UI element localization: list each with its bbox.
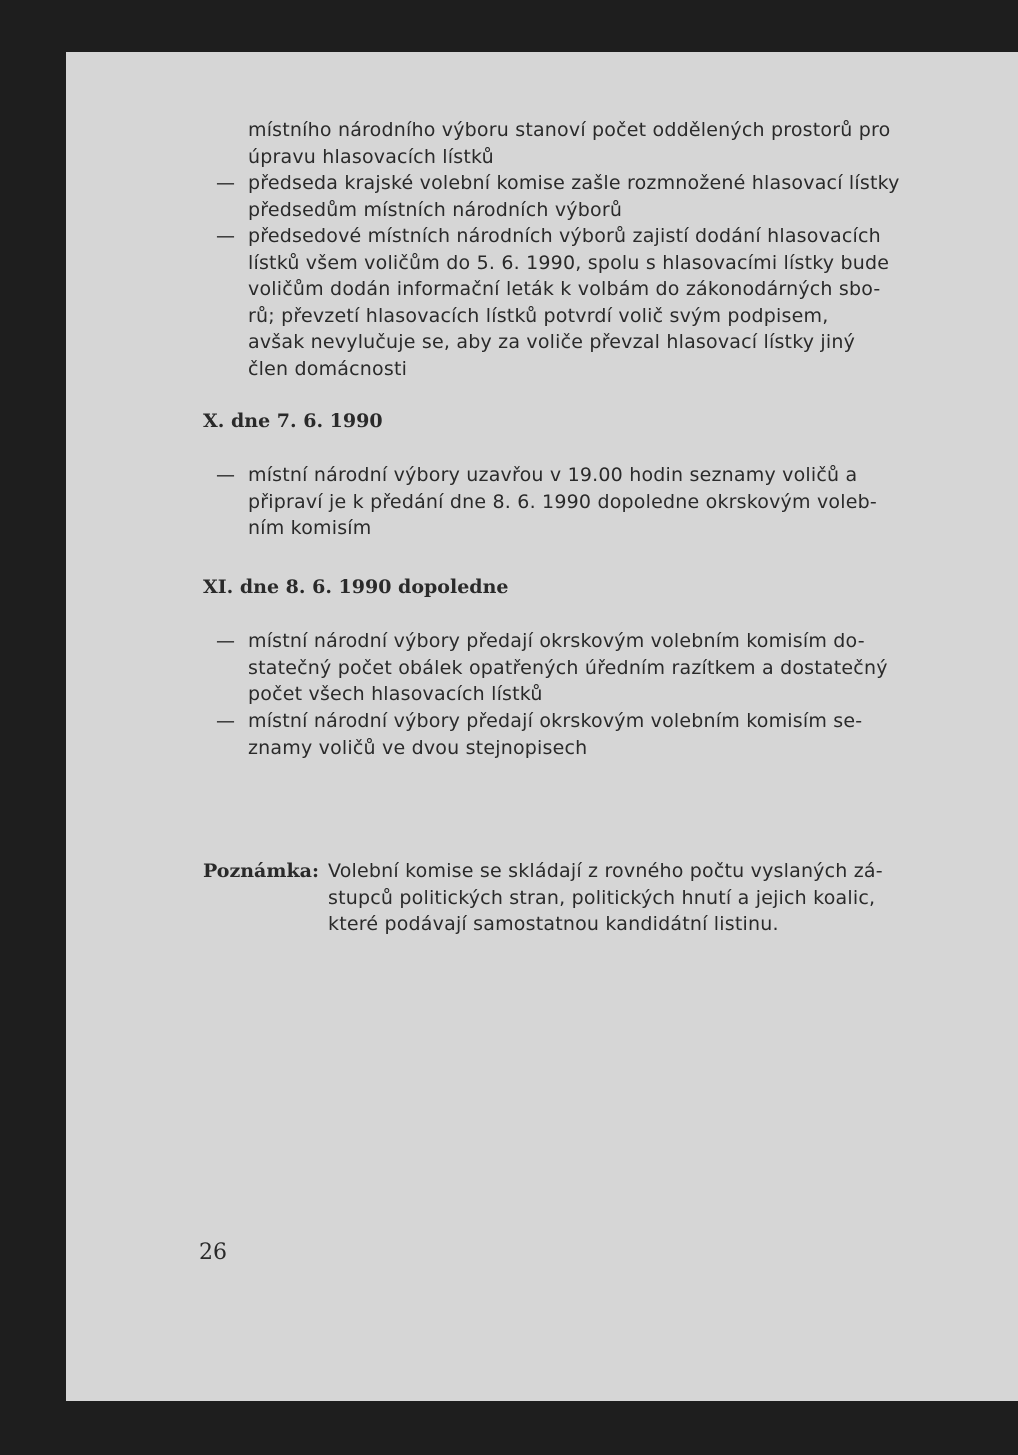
list-item bbox=[248, 708, 973, 761]
list-dash: — bbox=[216, 225, 235, 247]
text-line: místní národní výbory uzavřou v 19.00 hodin seznamy voličů a bbox=[248, 464, 858, 486]
list-item bbox=[248, 462, 973, 542]
list-dash: — bbox=[216, 710, 235, 732]
text-line: statečný počet obálek opatřených úředním razítkem a dostatečný bbox=[248, 656, 888, 679]
text-line: připraví je k předání dne 8. 6. 1990 dopoledne okrskovým voleb- bbox=[248, 490, 877, 513]
text-line: úpravu hlasovacích lístků bbox=[248, 145, 494, 168]
text-line: místní národní výbory předají okrskovým volebním komisím do- bbox=[248, 630, 865, 652]
text-line: Volební komise se skládají z rovného počtu vyslaných zá- bbox=[328, 860, 883, 882]
text-line: ním komisím bbox=[248, 517, 372, 539]
list-dash: — bbox=[216, 464, 235, 486]
list-item bbox=[248, 223, 973, 382]
text-line: předsedům místních národních výborů bbox=[248, 198, 623, 221]
text-line: voličům dodán informační leták k volbám do zákonodárných sbo- bbox=[248, 278, 881, 300]
text-line: počet všech hlasovacích lístků bbox=[248, 683, 543, 705]
document-page bbox=[66, 52, 1018, 1401]
page-number: 26 bbox=[199, 1240, 227, 1265]
list-item bbox=[248, 170, 973, 223]
section-heading-xi: XI. dne 8. 6. 1990 dopoledne bbox=[203, 576, 509, 598]
text-line: avšak nevylučuje se, aby za voliče převzal hlasovací lístky jiný bbox=[248, 331, 856, 353]
text-line: stupců politických stran, politických hnutí a jejich koalic, bbox=[328, 886, 876, 909]
text-line: předseda krajské volební komise zašle rozmnožené hlasovací lístky bbox=[248, 172, 900, 194]
note-label: Poznámka: bbox=[203, 860, 319, 882]
intro-paragraph bbox=[248, 117, 946, 170]
text-line: předsedové místních národních výborů zajistí dodání hlasovacích bbox=[248, 225, 881, 247]
text-line: člen domácnosti bbox=[248, 357, 408, 380]
text-line: místní národní výbory předají okrskovým volebním komisím se- bbox=[248, 710, 863, 732]
text-line: lístků všem voličům do 5. 6. 1990, spolu s hlasovacími lístky bude bbox=[248, 251, 890, 274]
text-line: znamy voličů ve dvou stejnopisech bbox=[248, 736, 588, 759]
list-dash: — bbox=[216, 172, 235, 194]
text-line: místního národního výboru stanoví počet oddělených prostorů pro bbox=[248, 119, 891, 141]
list-item bbox=[248, 628, 973, 708]
text-line: rů; převzetí hlasovacích lístků potvrdí volič svým podpisem, bbox=[248, 304, 829, 327]
list-dash: — bbox=[216, 630, 235, 652]
section-heading-x: X. dne 7. 6. 1990 bbox=[203, 410, 383, 432]
text-line: které podávají samostatnou kandidátní listinu. bbox=[328, 913, 779, 935]
note-text bbox=[328, 858, 973, 938]
